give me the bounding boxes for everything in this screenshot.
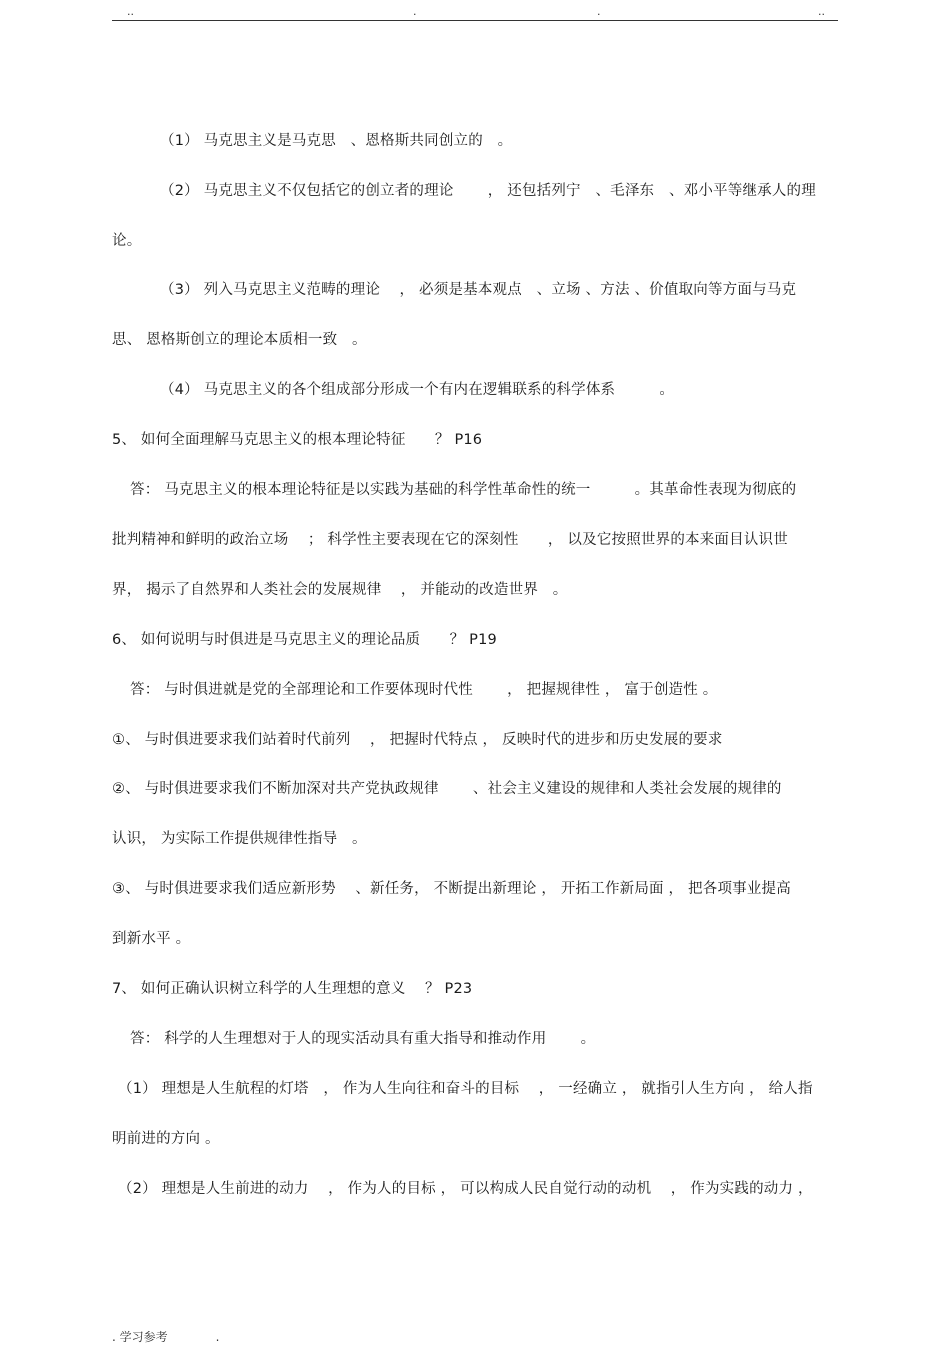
list-item: （2） 理想是人生前进的动力 ， 作为人的目标 ， 可以构成人民自觉行动的动机 ， 作为实践的动力 ，	[118, 1181, 813, 1197]
list-item: （1） 理想是人生航程的灯塔 ， 作为人生向往和奋斗的目标 ， 一经确立 ， 就指引人生方向 ， 给人指	[118, 1081, 813, 1097]
list-item: （4） 马克思主义的各个组成部分形成一个有内在逻辑联系的科学体系 。	[160, 382, 675, 398]
question-heading: 6、 如何说明与时俱进是马克思主义的理论品质 ？ P19	[112, 632, 497, 648]
header-dot: .	[597, 5, 601, 18]
answer-paragraph: 答： 科学的人生理想对于人的现实活动具有重大指导和推动作用 。	[130, 1031, 596, 1047]
header-rule	[112, 20, 838, 21]
list-item: （2） 马克思主义不仅包括它的创立者的理论 ， 还包括列宁 、毛泽东 、邓小平等继承人的理	[160, 183, 816, 199]
header-dot: .	[413, 5, 417, 18]
list-item: ①、 与时俱进要求我们站着时代前列 ， 把握时代特点 ， 反映时代的进步和历史发展的要求	[112, 732, 723, 748]
list-item-continuation: 认识， 为实际工作提供规律性指导 。	[112, 831, 367, 847]
header-dot: ..	[127, 5, 134, 18]
list-item: ②、 与时俱进要求我们不断加深对共产党执政规律 、社会主义建设的规律和人类社会发展的规律的	[112, 781, 782, 797]
list-item: ③、 与时俱进要求我们适应新形势 、新任务， 不断提出新理论 ， 开拓工作新局面 ， 把各项事业提高	[112, 881, 791, 897]
question-heading: 5、 如何全面理解马克思主义的根本理论特征 ？ P16	[112, 432, 483, 448]
answer-paragraph: 批判精神和鲜明的政治立场 ； 科学性主要表现在它的深刻性 ， 以及它按照世界的本来面目认识世	[112, 532, 788, 548]
list-item: （3） 列入马克思主义范畴的理论 ， 必须是基本观点 、立场 、方法 、价值取向等方面与马克	[160, 282, 797, 298]
list-item: （1） 马克思主义是马克思 、恩格斯共同创立的 。	[160, 133, 513, 149]
answer-paragraph: 答： 马克思主义的根本理论特征是以实践为基础的科学性革命性的统一 。其革命性表现为彻底的	[130, 482, 797, 498]
answer-paragraph: 界， 揭示了自然界和人类社会的发展规律 ， 并能动的改造世界 。	[112, 582, 568, 598]
list-item-continuation: 思、 恩格斯创立的理论本质相一致 。	[112, 332, 367, 348]
list-item-continuation: 论。	[112, 233, 142, 249]
list-item-continuation: 明前进的方向 。	[112, 1131, 220, 1147]
answer-paragraph: 答： 与时俱进就是党的全部理论和工作要体现时代性 ， 把握规律性 ， 富于创造性 。	[130, 682, 718, 698]
question-heading: 7、 如何正确认识树立科学的人生理想的意义 ？ P23	[112, 981, 473, 997]
header-dot: ..	[818, 5, 825, 18]
list-item-continuation: 到新水平 。	[112, 931, 191, 947]
page-footer: . 学习参考 .	[112, 1330, 220, 1344]
